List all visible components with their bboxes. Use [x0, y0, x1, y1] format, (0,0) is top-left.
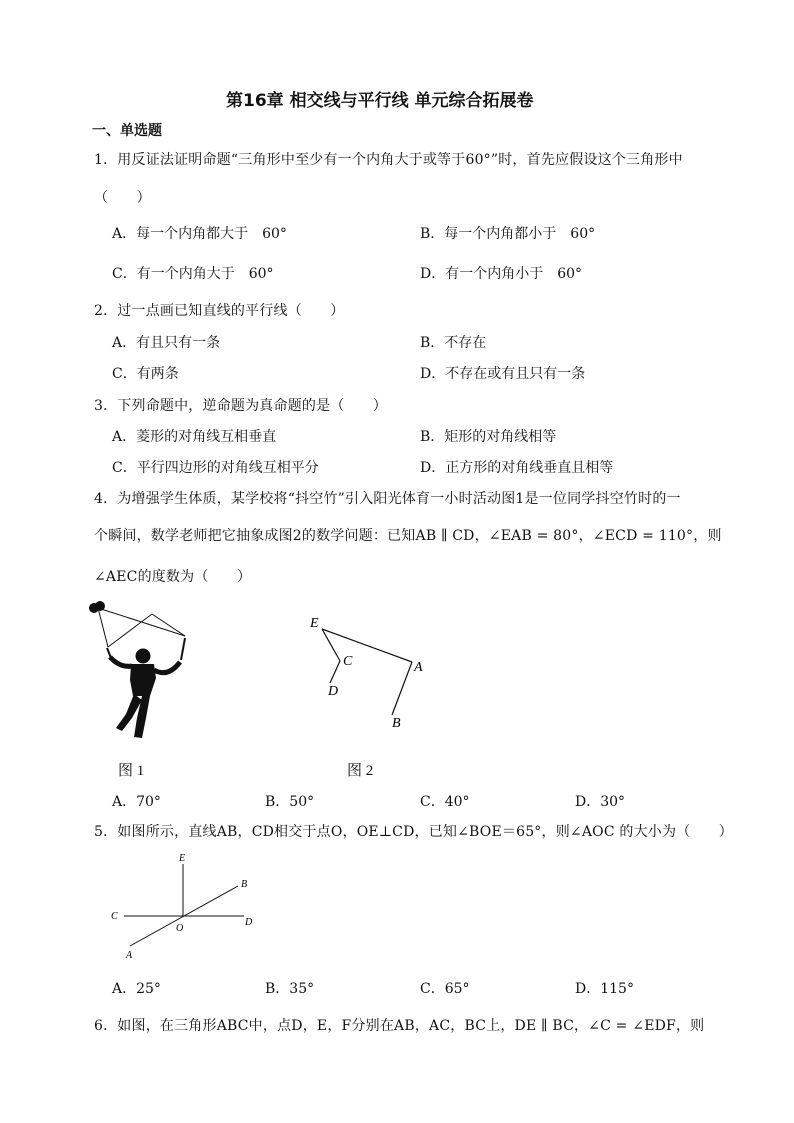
question-2-option-c: C．有两条	[112, 366, 179, 382]
question-4-stem-line-1: 4．为增强学生体质，某学校将“抖空竹”引入阳光体育一小时活动图1是一位同学抖空竹时的一	[94, 491, 681, 507]
question-1-option-c: C．有一个内角大于 60°	[112, 266, 274, 282]
section-heading-single-choice: 一、单选题	[92, 123, 162, 139]
question-1-option-d: D．有一个内角小于 60°	[420, 266, 583, 282]
question-4-option-d: D．30°	[575, 794, 626, 810]
page-title: 第16章 相交线与平行线 单元综合拓展卷	[226, 91, 534, 111]
label-b: B	[241, 879, 248, 890]
question-4-stem-line-3: ∠AEC的度数为（ ）	[94, 569, 252, 585]
question-1-option-b: B．每一个内角都小于 60°	[420, 226, 596, 242]
question-1-option-a: A．每一个内角都大于 60°	[112, 226, 287, 242]
label-a: A	[126, 950, 133, 961]
intersecting-lines-figure	[108, 850, 268, 962]
question-5-option-d: D．115°	[575, 981, 634, 997]
question-5-option-a: A．25°	[112, 981, 161, 997]
question-4-option-a: A．70°	[112, 794, 161, 810]
question-4-stem-line-2: 个瞬间，数学老师把它抽象成图2的数学问题：已知AB ∥ CD，∠EAB = 80°，∠ECD = 110°，则	[94, 528, 722, 544]
segment-ea	[322, 629, 412, 662]
question-2-option-a: A．有且只有一条	[112, 335, 221, 351]
question-5-option-c: C．65°	[420, 981, 470, 997]
question-3-stem: 3．下列命题中，逆命题为真命题的是（ ）	[94, 398, 388, 414]
question-2-stem: 2．过一点画已知直线的平行线（ ）	[94, 303, 345, 319]
label-c: C	[343, 654, 353, 669]
label-c: C	[111, 911, 118, 922]
question-3-option-c: C．平行四边形的对角线互相平分	[112, 460, 319, 476]
label-d: D	[328, 684, 339, 699]
question-6-stem: 6．如图，在三角形ABC中，点D，E，F分别在AB，AC，BC上，DE ∥ BC，∠C = ∠EDF，则	[94, 1018, 705, 1034]
label-b: B	[392, 716, 401, 731]
segment-cd	[330, 661, 340, 683]
question-4-option-c: C．40°	[420, 794, 470, 810]
question-3-option-b: B．矩形的对角线相等	[420, 429, 557, 445]
question-3-option-a: A．菱形的对角线互相垂直	[112, 429, 277, 445]
label-e: E	[310, 616, 319, 631]
question-1-stem-line-2: （ ）	[94, 190, 151, 206]
label-a: A	[414, 660, 423, 675]
question-5-option-b: B．35°	[265, 981, 315, 997]
label-d: D	[245, 917, 253, 928]
figure-1-caption: 图 1	[118, 763, 145, 779]
diabolo-player-figure	[88, 600, 198, 745]
figure-2-caption: 图 2	[347, 763, 374, 779]
question-4-option-b: B．50°	[265, 794, 315, 810]
label-e: E	[179, 853, 186, 864]
label-o: O	[176, 923, 184, 934]
segment-ab	[392, 662, 412, 715]
question-2-option-b: B．不存在	[420, 335, 487, 351]
question-1-stem-line-1: 1．用反证法证明命题“三角形中至少有一个内角大于或等于60°”时，首先应假设这个三角形中	[94, 152, 683, 168]
segment-ec	[322, 629, 340, 661]
question-5-stem: 5．如图所示，直线AB，CD相交于点O，OE⊥CD，已知∠BOE＝65°，则∠AOC 的大小为（ ）	[94, 824, 733, 840]
question-3-option-d: D．正方形的对角线垂直且相等	[420, 460, 614, 476]
geometry-figure-2	[300, 605, 440, 735]
player-silhouette	[90, 602, 186, 739]
question-2-option-d: D．不存在或有且只有一条	[420, 366, 586, 382]
